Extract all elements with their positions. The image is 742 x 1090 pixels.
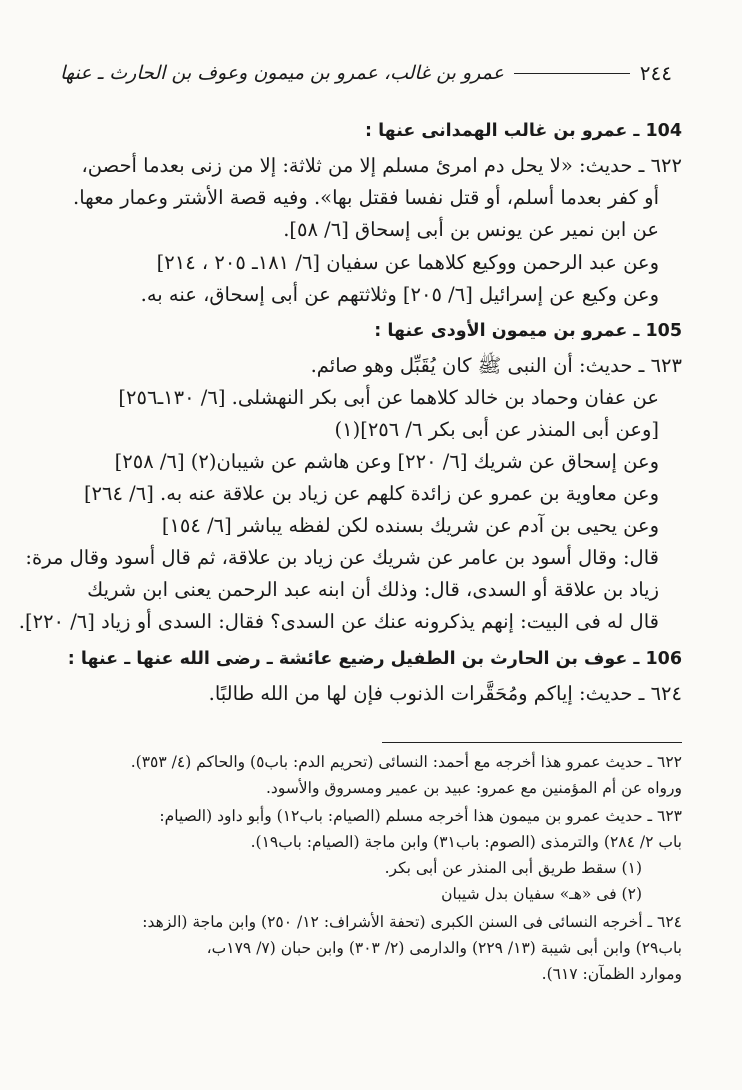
isnad-line: قال له فى البيت: إنهم يذكرونه عنك عن السدى؟ فقال: السدى أو زياد [٦/ ٢٢٠]. bbox=[18, 610, 659, 633]
footnote-line: وموارد الظمآن: ٦١٧). bbox=[541, 965, 682, 983]
isnad-line: وعن عبد الرحمن ووكيع كلاهما عن سفيان [٦/ ١٨١ـ ٢٠٥ ، ٢١٤] bbox=[156, 251, 659, 274]
section-heading-104: 104 ـ عمرو بن غالب الهمدانى عنها : bbox=[364, 121, 682, 141]
isnad-line: قال: وقال أسود بن عامر عن شريك عن زياد بن علاقة، ثم قال أسود وقال مرة: bbox=[25, 546, 659, 569]
footnote-line: (١) سقط طريق أبى المنذر عن أبى بكر. bbox=[384, 859, 642, 877]
footnote-rule bbox=[382, 742, 682, 743]
hadith-624-line: ٦٢٤ ـ حديث: إياكم ومُحَقَّرات الذنوب فإن لها من الله طالبًا. bbox=[208, 682, 682, 705]
running-title: عمرو بن غالب، عمرو بن ميمون وعوف بن الحارث ـ عنها bbox=[60, 62, 504, 84]
running-header bbox=[60, 56, 672, 90]
footnote-line: (٢) فى «هـ» سفيان بدل شيبان bbox=[441, 885, 642, 903]
footnote-line: باب ٢/ ٢٨٤) والترمذى (الصوم: باب٣١) وابن ماجة (الصيام: باب١٩). bbox=[250, 833, 682, 851]
isnad-line: زياد بن علاقة أو السدى، قال: وذلك أن ابنه عبد الرحمن يعنى ابن شريك bbox=[87, 578, 659, 601]
page-number: ٢٤٤ bbox=[639, 61, 672, 85]
footnote-line: باب٢٩) وابن أبى شيبة (١٣/ ٢٢٩) والدارمى (٢/ ٣٠٣) وابن حبان (٧/ ١٧٩ب، bbox=[206, 939, 682, 957]
hadith-622-line: ٦٢٢ ـ حديث: «لا يحل دم امرئ مسلم إلا من ثلاثة: إلا من زنى بعدما أحصن، bbox=[81, 154, 682, 177]
isnad-line: عن ابن نمير عن يونس بن أبى إسحاق [٦/ ٥٨]. bbox=[283, 218, 659, 241]
header-rule bbox=[514, 73, 630, 74]
footnote-line: ورواه عن أم المؤمنين مع عمرو: عبيد بن عمير ومسروق والأسود. bbox=[265, 779, 682, 797]
footnote-line: ٦٢٤ ـ أخرجه النسائى فى السنن الكبرى (تحفة الأشراف: ١٢/ ٢٥٠) وابن ماجة (الزهد: bbox=[142, 913, 682, 931]
footnote-line: ٦٢٢ ـ حديث عمرو هذا أخرجه مع أحمد: النسائى (تحريم الدم: باب٥) والحاكم (٤/ ٣٥٣). bbox=[130, 753, 682, 771]
isnad-line: عن عفان وحماد بن خالد كلاهما عن أبى بكر النهشلى. [٦/ ١٣٠ـ٢٥٦] bbox=[118, 386, 659, 409]
isnad-line: وعن إسحاق عن شريك [٦/ ٢٢٠] وعن هاشم عن شيبان(٢) [٦/ ٢٥٨] bbox=[114, 450, 659, 473]
section-heading-105: 105 ـ عمرو بن ميمون الأودى عنها : bbox=[374, 321, 682, 341]
hadith-622-line: أو كفر بعدما أسلم، أو قتل نفسا فقتل بها». وفيه قصة الأشتر وعمار معها. bbox=[73, 186, 659, 209]
footnote-line: ٦٢٣ ـ حديث عمرو بن ميمون هذا أخرجه مسلم (الصيام: باب١٢) وأبو داود (الصيام: bbox=[159, 807, 682, 825]
isnad-line: وعن وكيع عن إسرائيل [٦/ ٢٠٥] وثلاثتهم عن أبى إسحاق، عنه به. bbox=[140, 283, 659, 306]
section-heading-106: 106 ـ عوف بن الحارث بن الطفيل رضيع عائشة ـ رضى الله عنها ـ عنها : bbox=[67, 649, 682, 669]
isnad-line: وعن يحيى بن آدم عن شريك بسنده لكن لفظه يباشر [٦/ ١٥٤] bbox=[161, 514, 659, 537]
isnad-line: وعن معاوية بن عمرو عن زائدة كلهم عن زياد بن علاقة عنه به. [٦/ ٢٦٤] bbox=[83, 482, 659, 505]
hadith-623-line: ٦٢٣ ـ حديث: أن النبى ﷺ كان يُقَبِّل وهو صائم. bbox=[310, 354, 682, 377]
isnad-line: [وعن أبى المنذر عن أبى بكر ٦/ ٢٥٦](١) bbox=[334, 418, 659, 441]
